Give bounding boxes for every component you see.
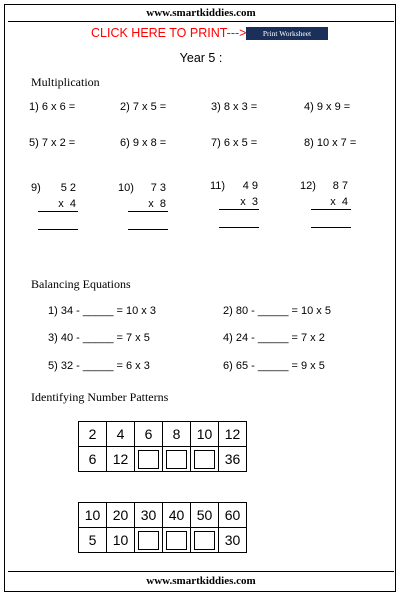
balancing-problem-2: 2) 80 - _____ = 10 x 5 bbox=[223, 305, 331, 317]
site-url-top[interactable]: www.smartkiddies.com bbox=[146, 7, 256, 19]
mult-problem-5: 5) 7 x 2 = bbox=[29, 137, 76, 149]
working-line bbox=[311, 209, 351, 210]
answer-box[interactable] bbox=[138, 450, 159, 469]
pattern-row bbox=[79, 422, 247, 447]
vertical-problem-number: 11) bbox=[210, 180, 226, 192]
pattern-cell: 20 bbox=[107, 503, 135, 528]
answer-line bbox=[219, 227, 259, 228]
vertical-problem-number: 10) bbox=[118, 182, 134, 194]
pattern-cell: 12 bbox=[219, 422, 247, 447]
pattern-row bbox=[79, 503, 247, 528]
pattern-cell: 4 bbox=[107, 422, 135, 447]
pattern-answer-cell bbox=[191, 528, 219, 553]
answer-box[interactable] bbox=[194, 531, 215, 550]
pattern-answer-cell bbox=[191, 447, 219, 472]
pattern-answer-cell bbox=[135, 447, 163, 472]
pattern-table-2 bbox=[78, 502, 247, 553]
balancing-problem-5: 5) 32 - _____ = 6 x 3 bbox=[48, 360, 150, 372]
vertical-problem-number: 9) bbox=[31, 182, 41, 194]
pattern-cell: 6 bbox=[79, 447, 107, 472]
section-multiplication: Multiplication bbox=[31, 75, 100, 89]
working-line bbox=[38, 211, 78, 212]
balancing-problem-3: 3) 40 - _____ = 7 x 5 bbox=[48, 332, 150, 344]
vertical-multiplier: x 4 bbox=[330, 196, 348, 208]
pattern-cell: 40 bbox=[163, 503, 191, 528]
vertical-multiplier: x 3 bbox=[240, 196, 258, 208]
vertical-top-number: 5 2 bbox=[60, 182, 76, 194]
vertical-top-number: 8 7 bbox=[332, 180, 348, 192]
pattern-cell: 30 bbox=[135, 503, 163, 528]
section-balancing-equations: Balancing Equations bbox=[31, 277, 131, 291]
balancing-problem-6: 6) 65 - _____ = 9 x 5 bbox=[223, 360, 325, 372]
answer-line bbox=[38, 229, 78, 230]
pattern-cell: 10 bbox=[79, 503, 107, 528]
footer-divider bbox=[8, 571, 394, 572]
mult-problem-3: 3) 8 x 3 = bbox=[211, 101, 258, 113]
pattern-cell: 10 bbox=[107, 528, 135, 553]
answer-box[interactable] bbox=[138, 531, 159, 550]
pattern-answer-cell bbox=[163, 528, 191, 553]
pattern-row bbox=[79, 528, 247, 553]
mult-problem-6: 6) 9 x 8 = bbox=[120, 137, 167, 149]
print-worksheet-button[interactable]: Print Worksheet bbox=[246, 27, 328, 40]
answer-box[interactable] bbox=[194, 450, 215, 469]
vertical-top-number: 4 9 bbox=[242, 180, 258, 192]
mult-problem-2: 2) 7 x 5 = bbox=[120, 101, 167, 113]
pattern-row bbox=[79, 447, 247, 472]
pattern-cell: 8 bbox=[163, 422, 191, 447]
pattern-table-1 bbox=[78, 421, 247, 472]
balancing-problem-4: 4) 24 - _____ = 7 x 2 bbox=[223, 332, 325, 344]
working-line bbox=[219, 209, 259, 210]
vertical-problem-number: 12) bbox=[300, 180, 316, 192]
pattern-cell: 12 bbox=[107, 447, 135, 472]
page-title: Year 5 : bbox=[179, 51, 223, 65]
answer-box[interactable] bbox=[166, 531, 187, 550]
vertical-top-number: 7 3 bbox=[150, 182, 166, 194]
mult-problem-8: 8) 10 x 7 = bbox=[304, 137, 357, 149]
pattern-cell: 50 bbox=[191, 503, 219, 528]
pattern-cell: 2 bbox=[79, 422, 107, 447]
answer-line bbox=[128, 229, 168, 230]
working-line bbox=[128, 211, 168, 212]
vertical-multiplier: x 8 bbox=[148, 198, 166, 210]
answer-box[interactable] bbox=[166, 450, 187, 469]
print-link[interactable]: CLICK HERE TO PRINT---> bbox=[91, 26, 247, 40]
pattern-answer-cell bbox=[135, 528, 163, 553]
balancing-problem-1: 1) 34 - _____ = 10 x 3 bbox=[48, 305, 156, 317]
pattern-cell: 60 bbox=[219, 503, 247, 528]
mult-problem-4: 4) 9 x 9 = bbox=[304, 101, 351, 113]
answer-line bbox=[311, 227, 351, 228]
site-url-bottom[interactable]: www.smartkiddies.com bbox=[146, 575, 256, 587]
section-number-patterns: Identifying Number Patterns bbox=[31, 390, 169, 404]
pattern-cell: 10 bbox=[191, 422, 219, 447]
mult-problem-1: 1) 6 x 6 = bbox=[29, 101, 76, 113]
pattern-cell: 5 bbox=[79, 528, 107, 553]
vertical-multiplier: x 4 bbox=[58, 198, 76, 210]
pattern-cell: 30 bbox=[219, 528, 247, 553]
header-divider bbox=[8, 21, 394, 22]
pattern-cell: 6 bbox=[135, 422, 163, 447]
mult-problem-7: 7) 6 x 5 = bbox=[211, 137, 258, 149]
pattern-cell: 36 bbox=[219, 447, 247, 472]
pattern-answer-cell bbox=[163, 447, 191, 472]
